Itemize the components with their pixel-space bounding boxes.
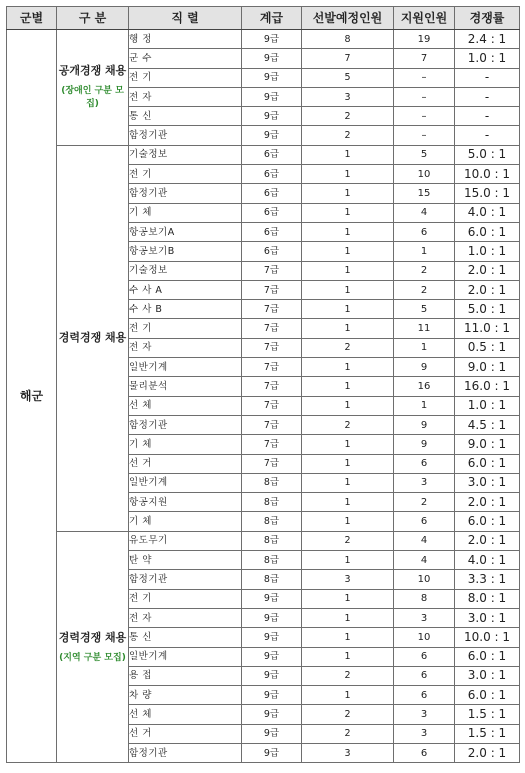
planned-cell: 2	[302, 415, 394, 434]
ratio-cell: 4.5 : 1	[455, 415, 520, 434]
applicants-cell: 9	[394, 358, 455, 377]
applicants-cell: –	[394, 126, 455, 145]
job-cell: 물리분석	[129, 377, 242, 396]
grade-cell: 6급	[242, 165, 302, 184]
applicants-cell: 6	[394, 686, 455, 705]
applicants-cell: 6	[394, 666, 455, 685]
job-cell: 항공보기A	[129, 222, 242, 241]
job-cell: 유도무기	[129, 531, 242, 550]
applicants-cell: 3	[394, 473, 455, 492]
ratio-cell: 1.0 : 1	[455, 242, 520, 261]
job-cell: 군 수	[129, 49, 242, 68]
job-cell: 행 정	[129, 30, 242, 49]
ratio-cell: 3.3 : 1	[455, 570, 520, 589]
header-branch: 군별	[7, 7, 57, 30]
planned-cell: 1	[302, 222, 394, 241]
job-cell: 선 체	[129, 396, 242, 415]
applicants-cell: 1	[394, 338, 455, 357]
planned-cell: 1	[302, 686, 394, 705]
table-row	[7, 145, 520, 164]
header-applicants: 지원인원	[394, 7, 455, 30]
planned-cell: 1	[302, 145, 394, 164]
table-header	[7, 7, 520, 30]
ratio-cell: 4.0 : 1	[455, 551, 520, 570]
grade-cell: 9급	[242, 647, 302, 666]
job-cell: 함정기관	[129, 126, 242, 145]
ratio-cell: 1.0 : 1	[455, 396, 520, 415]
ratio-cell: 1.5 : 1	[455, 705, 520, 724]
grade-cell: 6급	[242, 184, 302, 203]
ratio-cell: 2.0 : 1	[455, 531, 520, 550]
planned-cell: 1	[302, 454, 394, 473]
table-row	[7, 30, 520, 49]
applicants-cell: 5	[394, 300, 455, 319]
job-cell: 함정기관	[129, 570, 242, 589]
ratio-cell: 0.5 : 1	[455, 338, 520, 357]
grade-cell: 9급	[242, 705, 302, 724]
grade-cell: 6급	[242, 222, 302, 241]
ratio-cell: 6.0 : 1	[455, 222, 520, 241]
ratio-cell: 2.0 : 1	[455, 493, 520, 512]
header-planned: 선발예정인원	[302, 7, 394, 30]
ratio-cell: 8.0 : 1	[455, 589, 520, 608]
header-ratio: 경쟁률	[455, 7, 520, 30]
planned-cell: 2	[302, 531, 394, 550]
planned-cell: 1	[302, 184, 394, 203]
grade-cell: 8급	[242, 551, 302, 570]
grade-cell: 9급	[242, 686, 302, 705]
planned-cell: 2	[302, 126, 394, 145]
job-cell: 기술정보	[129, 261, 242, 280]
recruitment-table	[6, 6, 520, 763]
applicants-cell: 3	[394, 705, 455, 724]
grade-cell: 6급	[242, 242, 302, 261]
ratio-cell: 11.0 : 1	[455, 319, 520, 338]
ratio-cell: 2.0 : 1	[455, 280, 520, 299]
applicants-cell: 19	[394, 30, 455, 49]
job-cell: 함정기관	[129, 743, 242, 762]
planned-cell: 3	[302, 743, 394, 762]
job-cell: 통 신	[129, 628, 242, 647]
category-cell	[57, 145, 129, 531]
grade-cell: 7급	[242, 358, 302, 377]
ratio-cell: 15.0 : 1	[455, 184, 520, 203]
applicants-cell: 4	[394, 531, 455, 550]
grade-cell: 9급	[242, 87, 302, 106]
ratio-cell: 9.0 : 1	[455, 435, 520, 454]
job-cell: 기 체	[129, 435, 242, 454]
grade-cell: 9급	[242, 49, 302, 68]
job-cell: 일반기계	[129, 473, 242, 492]
grade-cell: 9급	[242, 68, 302, 87]
ratio-cell: 16.0 : 1	[455, 377, 520, 396]
applicants-cell: 15	[394, 184, 455, 203]
grade-cell: 9급	[242, 743, 302, 762]
job-cell: 전 기	[129, 68, 242, 87]
applicants-cell: –	[394, 68, 455, 87]
ratio-cell: 5.0 : 1	[455, 300, 520, 319]
job-cell: 기 체	[129, 512, 242, 531]
planned-cell: 1	[302, 203, 394, 222]
ratio-cell: 6.0 : 1	[455, 647, 520, 666]
job-cell: 항공지원	[129, 493, 242, 512]
grade-cell: 7급	[242, 454, 302, 473]
applicants-cell: 6	[394, 454, 455, 473]
planned-cell: 3	[302, 570, 394, 589]
planned-cell: 1	[302, 589, 394, 608]
planned-cell: 1	[302, 551, 394, 570]
job-cell: 용 접	[129, 666, 242, 685]
applicants-cell: 6	[394, 512, 455, 531]
planned-cell: 1	[302, 165, 394, 184]
job-cell: 항공보기B	[129, 242, 242, 261]
job-cell: 함정기관	[129, 184, 242, 203]
planned-cell: 3	[302, 87, 394, 106]
job-cell: 전 기	[129, 319, 242, 338]
grade-cell: 7급	[242, 300, 302, 319]
grade-cell: 6급	[242, 203, 302, 222]
ratio-cell: 9.0 : 1	[455, 358, 520, 377]
job-cell: 일반기계	[129, 647, 242, 666]
category-title: 경력경쟁 채용	[58, 630, 127, 644]
applicants-cell: 6	[394, 647, 455, 666]
grade-cell: 7급	[242, 280, 302, 299]
planned-cell: 2	[302, 724, 394, 743]
ratio-cell: 6.0 : 1	[455, 454, 520, 473]
grade-cell: 9급	[242, 724, 302, 743]
planned-cell: 1	[302, 319, 394, 338]
header-grade: 계급	[242, 7, 302, 30]
applicants-cell: 11	[394, 319, 455, 338]
ratio-cell: 3.0 : 1	[455, 473, 520, 492]
category-cell	[57, 531, 129, 763]
applicants-cell: 3	[394, 724, 455, 743]
header-category: 구 분	[57, 7, 129, 30]
job-cell: 통 신	[129, 107, 242, 126]
grade-cell: 9급	[242, 107, 302, 126]
planned-cell: 1	[302, 396, 394, 415]
planned-cell: 1	[302, 473, 394, 492]
applicants-cell: 6	[394, 743, 455, 762]
grade-cell: 8급	[242, 493, 302, 512]
planned-cell: 2	[302, 338, 394, 357]
applicants-cell: 7	[394, 49, 455, 68]
applicants-cell: 9	[394, 415, 455, 434]
planned-cell: 2	[302, 666, 394, 685]
ratio-cell: -	[455, 87, 520, 106]
table-row	[7, 531, 520, 550]
grade-cell: 8급	[242, 570, 302, 589]
planned-cell: 7	[302, 49, 394, 68]
planned-cell: 1	[302, 608, 394, 627]
job-cell: 전 자	[129, 338, 242, 357]
grade-cell: 9급	[242, 628, 302, 647]
planned-cell: 1	[302, 261, 394, 280]
ratio-cell: 3.0 : 1	[455, 608, 520, 627]
applicants-cell: 6	[394, 222, 455, 241]
applicants-cell: 9	[394, 435, 455, 454]
planned-cell: 1	[302, 242, 394, 261]
ratio-cell: 5.0 : 1	[455, 145, 520, 164]
job-cell: 선 거	[129, 454, 242, 473]
job-cell: 전 자	[129, 87, 242, 106]
grade-cell: 7급	[242, 435, 302, 454]
job-cell: 수 사 A	[129, 280, 242, 299]
applicants-cell: 3	[394, 608, 455, 627]
grade-cell: 7급	[242, 338, 302, 357]
applicants-cell: 1	[394, 242, 455, 261]
planned-cell: 5	[302, 68, 394, 87]
planned-cell: 1	[302, 512, 394, 531]
branch-cell: 해군	[7, 30, 57, 763]
grade-cell: 8급	[242, 473, 302, 492]
ratio-cell: 2.4 : 1	[455, 30, 520, 49]
table-body	[7, 30, 520, 763]
job-cell: 선 체	[129, 705, 242, 724]
ratio-cell: 4.0 : 1	[455, 203, 520, 222]
planned-cell: 1	[302, 280, 394, 299]
header-job: 직 렬	[129, 7, 242, 30]
ratio-cell: 10.0 : 1	[455, 165, 520, 184]
applicants-cell: 2	[394, 280, 455, 299]
applicants-cell: 2	[394, 493, 455, 512]
applicants-cell: 2	[394, 261, 455, 280]
category-subtitle: (장애인 구분 모집)	[61, 86, 124, 110]
applicants-cell: 4	[394, 551, 455, 570]
applicants-cell: 10	[394, 165, 455, 184]
category-title: 경력경쟁 채용	[58, 331, 127, 345]
grade-cell: 7급	[242, 261, 302, 280]
job-cell: 기술정보	[129, 145, 242, 164]
job-cell: 전 기	[129, 165, 242, 184]
job-cell: 전 기	[129, 589, 242, 608]
ratio-cell: 6.0 : 1	[455, 512, 520, 531]
grade-cell: 6급	[242, 145, 302, 164]
planned-cell: 2	[302, 107, 394, 126]
grade-cell: 9급	[242, 30, 302, 49]
applicants-cell: 16	[394, 377, 455, 396]
job-cell: 전 자	[129, 608, 242, 627]
ratio-cell: 10.0 : 1	[455, 628, 520, 647]
planned-cell: 1	[302, 377, 394, 396]
grade-cell: 8급	[242, 512, 302, 531]
planned-cell: 1	[302, 647, 394, 666]
planned-cell: 1	[302, 435, 394, 454]
planned-cell: 1	[302, 628, 394, 647]
job-cell: 차 량	[129, 686, 242, 705]
planned-cell: 1	[302, 493, 394, 512]
ratio-cell: -	[455, 107, 520, 126]
planned-cell: 1	[302, 358, 394, 377]
grade-cell: 8급	[242, 531, 302, 550]
grade-cell: 7급	[242, 377, 302, 396]
applicants-cell: 10	[394, 628, 455, 647]
category-subtitle: (지역 구분 모집)	[59, 652, 126, 663]
grade-cell: 7급	[242, 319, 302, 338]
planned-cell: 2	[302, 705, 394, 724]
grade-cell: 9급	[242, 666, 302, 685]
job-cell: 탄 약	[129, 551, 242, 570]
ratio-cell: 6.0 : 1	[455, 686, 520, 705]
applicants-cell: –	[394, 87, 455, 106]
applicants-cell: 5	[394, 145, 455, 164]
ratio-cell: 3.0 : 1	[455, 666, 520, 685]
applicants-cell: –	[394, 107, 455, 126]
ratio-cell: 2.0 : 1	[455, 743, 520, 762]
category-cell	[57, 30, 129, 146]
ratio-cell: 1.5 : 1	[455, 724, 520, 743]
planned-cell: 8	[302, 30, 394, 49]
grade-cell: 7급	[242, 396, 302, 415]
job-cell: 일반기계	[129, 358, 242, 377]
job-cell: 함정기관	[129, 415, 242, 434]
ratio-cell: 2.0 : 1	[455, 261, 520, 280]
job-cell: 기 체	[129, 203, 242, 222]
ratio-cell: -	[455, 68, 520, 87]
planned-cell: 1	[302, 300, 394, 319]
job-cell: 수 사 B	[129, 300, 242, 319]
job-cell: 선 거	[129, 724, 242, 743]
ratio-cell: 1.0 : 1	[455, 49, 520, 68]
grade-cell: 9급	[242, 126, 302, 145]
applicants-cell: 4	[394, 203, 455, 222]
category-title: 공개경쟁 채용	[58, 64, 127, 78]
grade-cell: 9급	[242, 589, 302, 608]
applicants-cell: 1	[394, 396, 455, 415]
grade-cell: 7급	[242, 415, 302, 434]
ratio-cell: -	[455, 126, 520, 145]
applicants-cell: 8	[394, 589, 455, 608]
grade-cell: 9급	[242, 608, 302, 627]
applicants-cell: 10	[394, 570, 455, 589]
